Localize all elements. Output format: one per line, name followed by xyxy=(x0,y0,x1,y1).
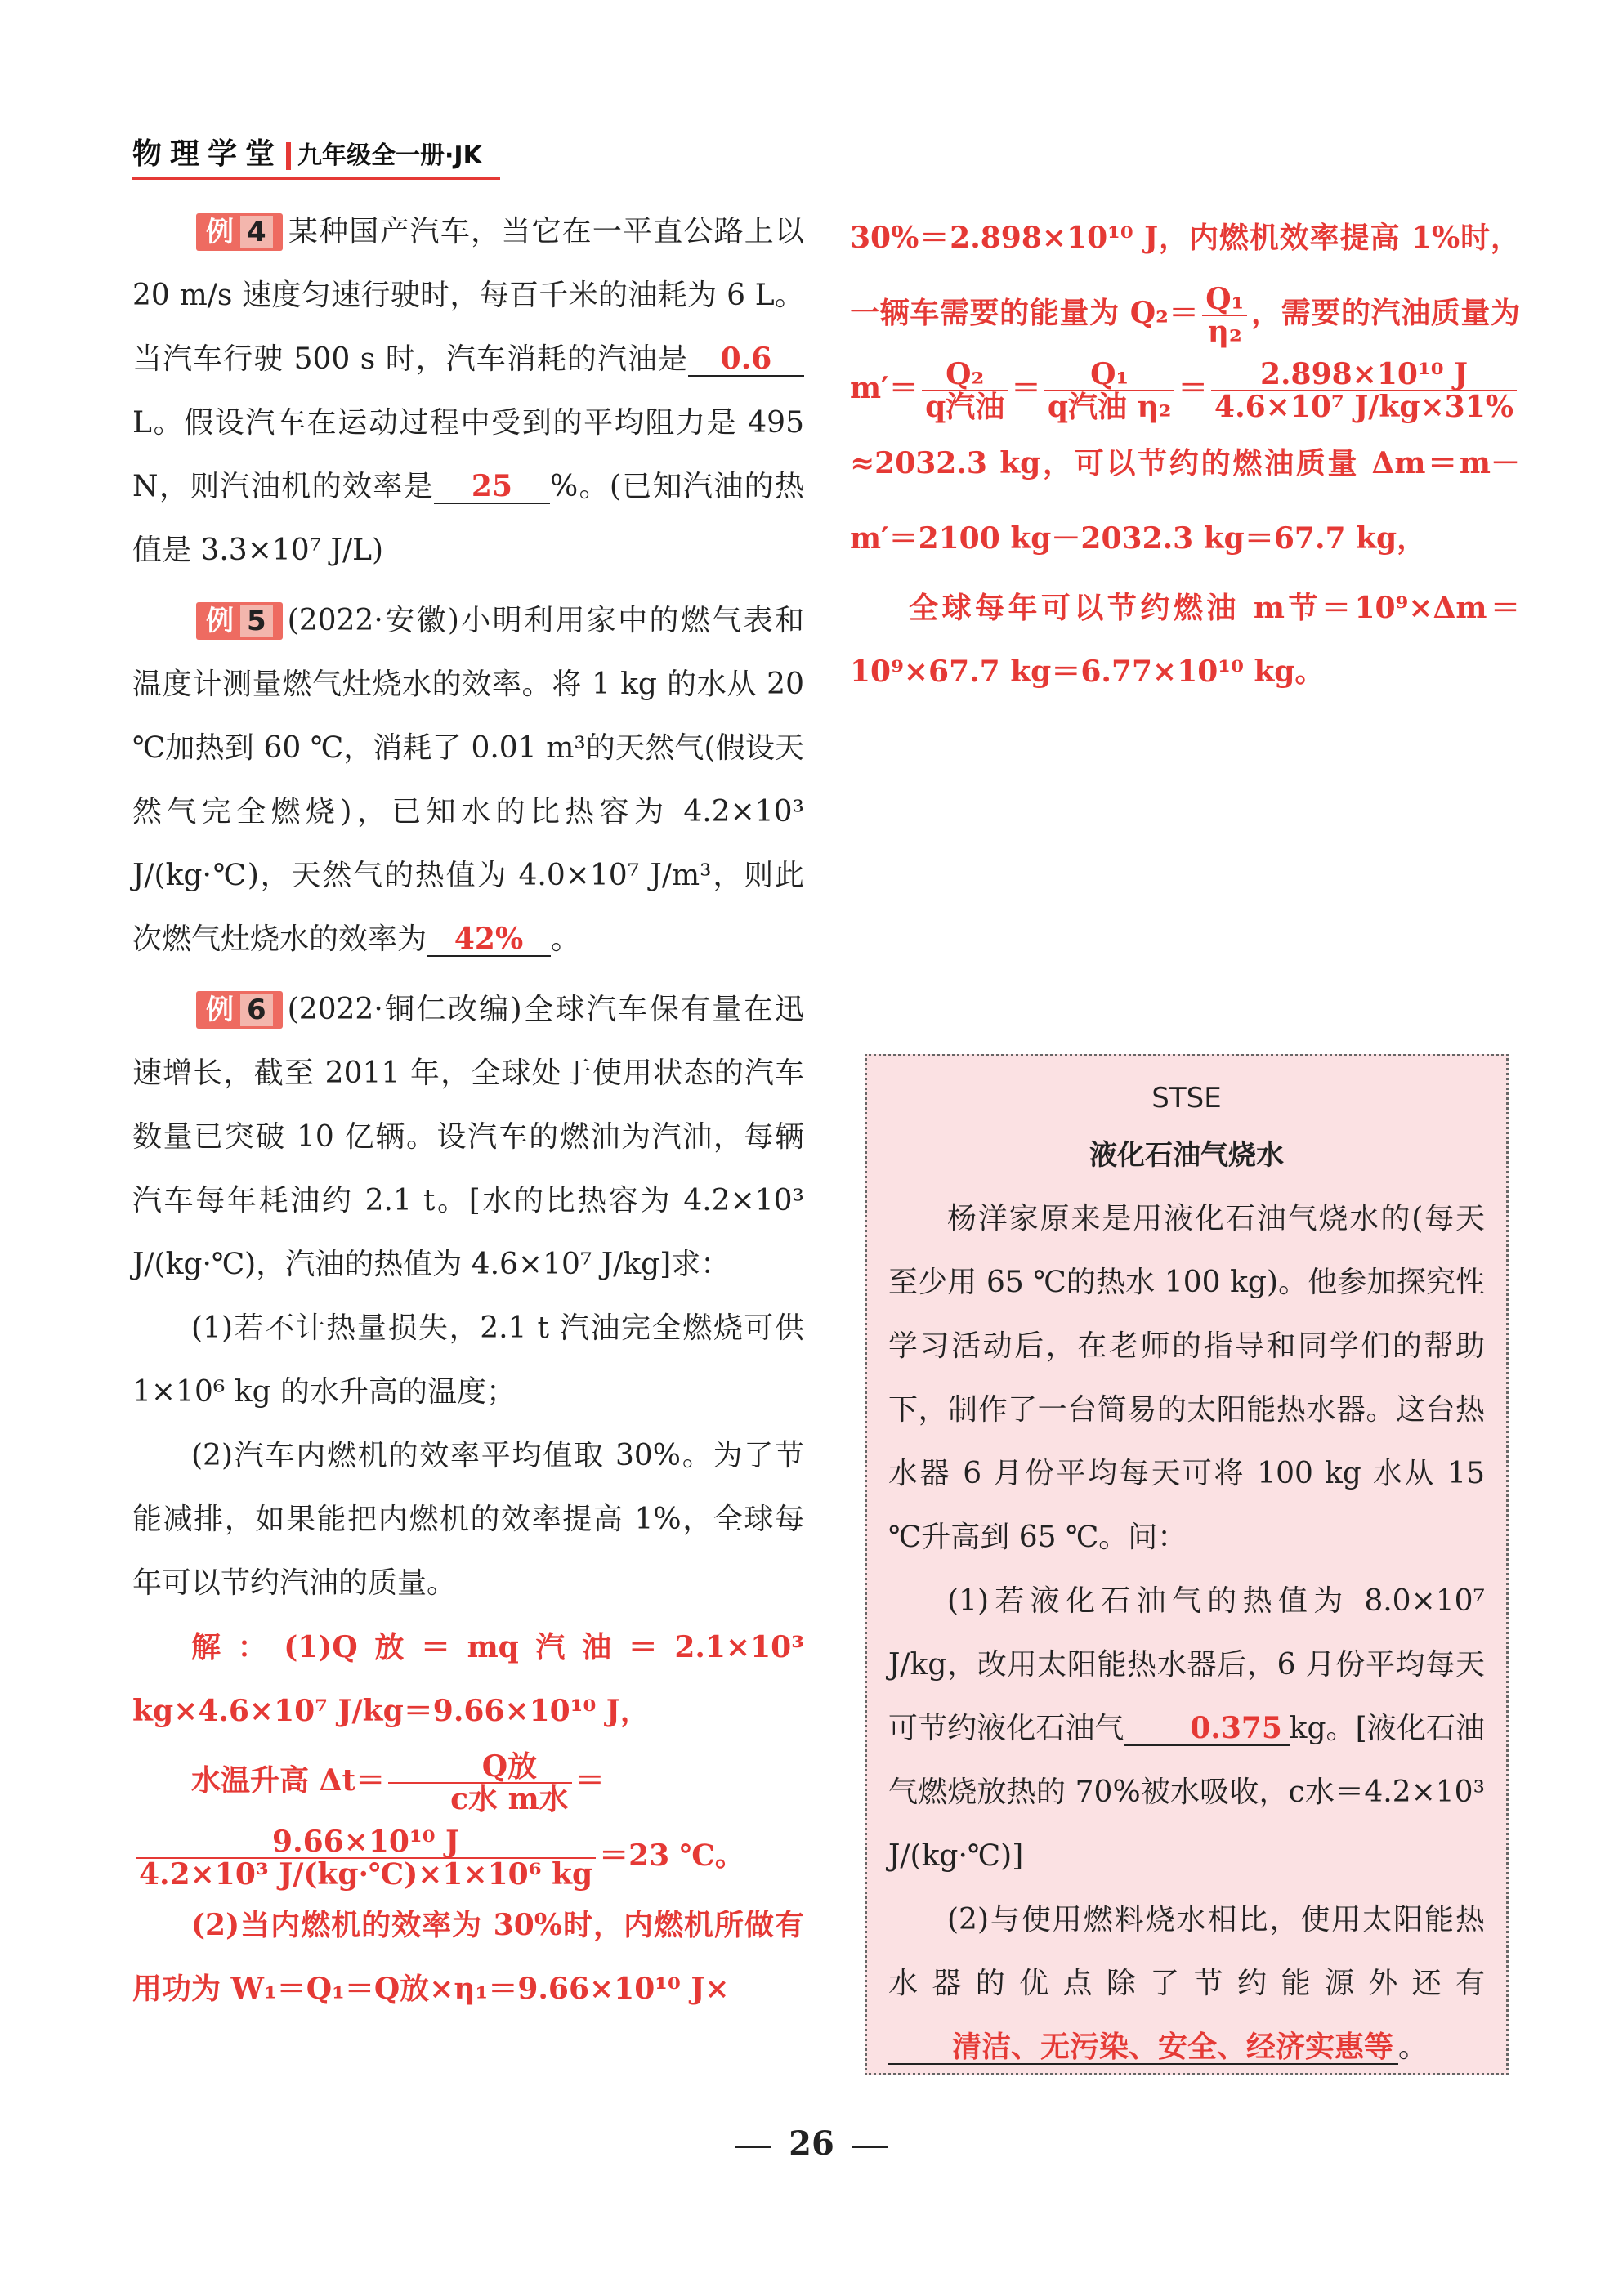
example-5: 例 5 (2022·安徽)小明利用家中的燃气表和温度计测量燃气灶烧水的效率。将 1 kg 的水从 20 ℃加热到 60 ℃，消耗了 0.01 m³的天然气(假设天然气完全燃烧)，已知水的比热容为 4.2×10³ J/(kg·℃)，天然气的热值为 4.0×10⁷ J/m³，则此次燃气灶烧水的效率为 42% 。 xyxy=(132,604,804,956)
stse-title: 液化石油气烧水 xyxy=(1089,1139,1284,1172)
stse-question-1: (1)若液化石油气的热值为 8.0×10⁷ J/kg，改用太阳能热水器后，6 月份平均每天可节约液化石油气 0.375 kg。[液化石油气燃烧放热的 70%被水吸收，c水＝4.2×10³ J/(kg·℃)] xyxy=(888,1584,1485,1873)
solution-line-1: 解：(1)Q放＝mq汽油＝2.1×10³ kg×4.6×10⁷ J/kg＝9.66×10¹⁰ J， xyxy=(132,1630,804,1728)
page-header xyxy=(132,131,500,180)
example-number: 6 xyxy=(240,994,273,1026)
example-tag: 例 6 xyxy=(196,991,283,1029)
page-number: 26 xyxy=(0,2124,1623,2163)
example-number: 4 xyxy=(240,216,273,248)
stse-box xyxy=(865,1054,1509,2075)
example-4-text-2: L。假设汽车在运动过程中受到的平均阻力是 495 N，则汽油机的效率是 xyxy=(132,406,804,503)
solution-line-4: (2)当内燃机的效率为 30%时，内燃机所做有用功为 W₁＝Q₁＝Q放×η₁＝9.66×10¹⁰ J× xyxy=(132,1908,804,2006)
fraction: $\frac{\text{2.898×10¹⁰ J}}{\text{4.6×10⁷ J/kg×31\%}}$ xyxy=(1211,359,1517,422)
solution-continued: 30%＝2.898×10¹⁰ J，内燃机效率提高 1%时，一辆车需要的能量为 Q₂＝ $\frac{\text{Q₁}}{\text{η₂}}$ ，需要的汽油质量为 m′＝ $\frac{\text{Q₂}}{\text{q汽油}}$ ＝ $\frac{\text{Q₁}}{\text{q汽油 η₂}}$ ＝ $\frac{\text{2.898×10¹⁰ J}}{\text{4.6×10⁷ J/kg×31\%}}$ ≈2032.3 kg，可以节约的燃油质量 Δm＝m－m′＝2100 kg－2032.3 kg＝67.7 kg， xyxy=(850,221,1520,556)
answer-blank: 清洁、无污染、安全、经济实惠等 xyxy=(888,2030,1398,2065)
page-dash xyxy=(852,2146,888,2148)
fraction: $\frac{\text{Q放}}{\text{c水 m水}}$ xyxy=(388,1751,572,1815)
example-tag: 例 4 xyxy=(196,213,283,251)
stse-question-2: (2)与使用燃料烧水相比，使用太阳能热水器的优点除了节约能源外还有清洁、无污染、安全、经济实惠等 。 xyxy=(888,1903,1485,2064)
example-tag: 例 5 xyxy=(196,602,283,640)
stse-label: STSE xyxy=(1151,1082,1222,1114)
example-4 xyxy=(132,200,804,583)
header-divider xyxy=(286,142,291,170)
right-column xyxy=(850,200,1520,704)
grade-label: 九年级全一册·JK xyxy=(297,141,482,170)
answer-blank: 25 xyxy=(434,470,550,504)
example-4-text-1: 某种国产汽车，当它在一平直公路上以 20 m/s 速度匀速行驶时，每百千米的油耗为 6 L。当汽车行驶 500 s 时，汽车消耗的汽油是 xyxy=(132,215,804,376)
answer-blank: 0.6 xyxy=(688,342,804,377)
fraction: $\frac{\text{9.66×10¹⁰ J}}{\text{4.2×10³ J/(kg·℃)×1×10⁶ kg}}$ xyxy=(136,1826,596,1890)
answer-blank: 42% xyxy=(427,922,551,957)
stse-paragraph: 杨洋家原来是用液化石油气烧水的(每天至少用 65 ℃的热水 100 kg)。他参加探究性学习活动后，在老师的指导和同学们的帮助下，制作了一台简易的太阳能热水器。这台热水器 6 月份平均每天可将 100 kg 水从 15 ℃升高到 65 ℃。问： xyxy=(888,1202,1485,1554)
solution-line-2: 水温升高 Δt＝ $\frac{\text{Q放}}{\text{c水 m水}}$ ＝ xyxy=(191,1749,605,1816)
example-5-text: (2022·安徽)小明利用家中的燃气表和温度计测量燃气灶烧水的效率。将 1 kg 的水从 20 ℃加热到 60 ℃，消耗了 0.01 m³的天然气(假设天然气完全燃烧)，已知水的比热容为 4.2×10³ J/(kg·℃)，天然气的热值为 4.0×10⁷ J/m³，则此次燃气灶烧水的效率为 xyxy=(132,604,804,956)
example-4-text-3: %。(已知汽油的热值是 3.3×10⁷ J/L) xyxy=(132,470,804,567)
page-dash xyxy=(735,2146,771,2148)
fraction: $\frac{\text{Q₂}}{\text{q汽油}}$ xyxy=(922,359,1008,422)
solution-final: 全球每年可以节约燃油 m节＝10⁹×Δm＝10⁹×67.7 kg＝6.77×10¹⁰ kg。 xyxy=(850,591,1520,689)
answer-blank: 0.375 xyxy=(1124,1712,1290,1746)
left-column xyxy=(132,200,804,2021)
question-1: (1)若不计热量损失，2.1 t 汽油完全燃烧可供 1×10⁶ kg 的水升高的温度； xyxy=(132,1311,804,1409)
solution-line-3: $\frac{\text{9.66×10¹⁰ J}}{\text{4.2×10³ J/(kg·℃)×1×10⁶ kg}}$ ＝23 ℃。 xyxy=(132,1818,804,1893)
example-number: 5 xyxy=(240,605,273,637)
fraction: $\frac{\text{Q₁}}{\text{η₂}}$ xyxy=(1202,284,1247,347)
example-6 xyxy=(132,978,804,1297)
question-2: (2)汽车内燃机的效率平均值取 30%。为了节能减排，如果能把内燃机的效率提高 1%，全球每年可以节约汽油的质量。 xyxy=(132,1439,804,1600)
brand-title: 物理学堂 xyxy=(132,136,284,171)
example-6-text: (2022·铜仁改编)全球汽车保有量在迅速增长，截至 2011 年，全球处于使用状态的汽车数量已突破 10 亿辆。设汽车的燃油为汽油，每辆汽车每年耗油约 2.1 t。[水的比热容为 4.2×10³ J/(kg·℃)，汽油的热值为 4.6×10⁷ J/kg]求： xyxy=(132,993,804,1281)
header-rule xyxy=(132,177,500,180)
fraction: $\frac{\text{Q₁}}{\text{q汽油 η₂}}$ xyxy=(1044,359,1175,422)
